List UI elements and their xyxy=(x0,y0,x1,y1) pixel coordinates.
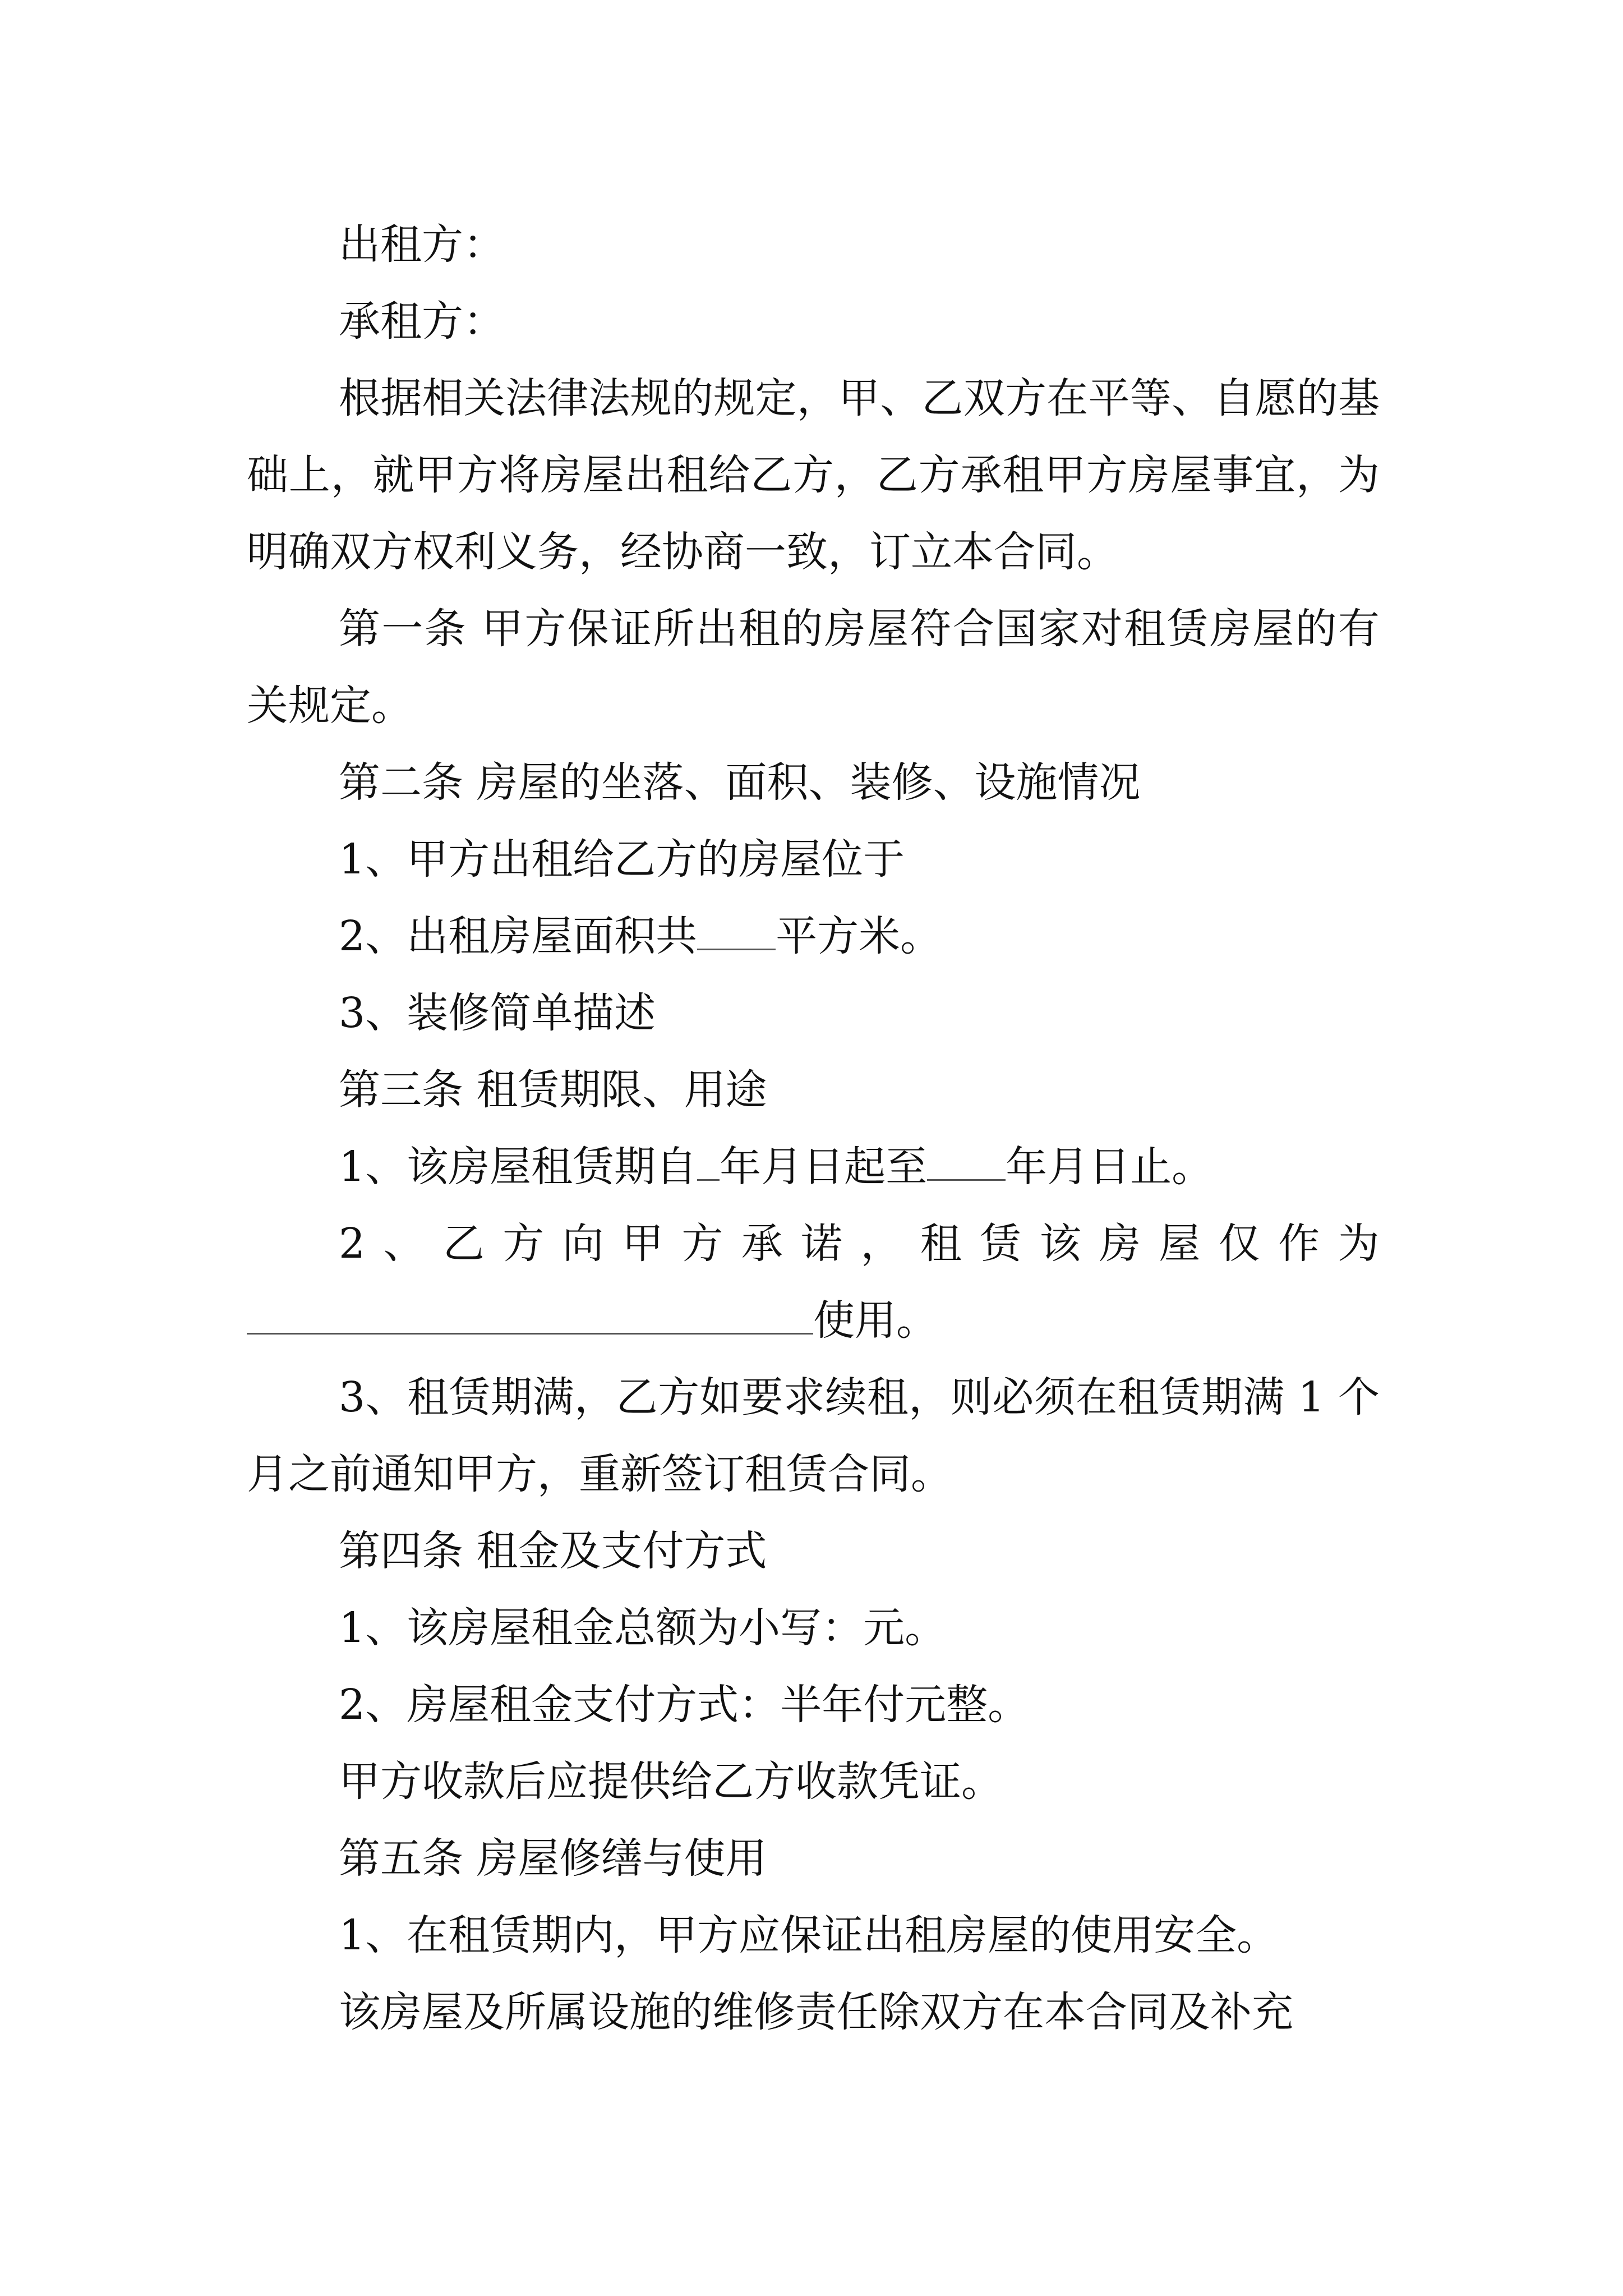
article-3-item-1 xyxy=(247,1129,1380,1205)
article-2-item-3: 3、装修简单描述 xyxy=(339,989,656,1037)
article-2-item-2-text-a: 2、出租房屋面积共 xyxy=(339,912,698,960)
article-3-item-2-text-b: 使用。 xyxy=(813,1296,938,1345)
lessor-line xyxy=(247,206,1380,283)
article-3-item-3: 3、租赁期满，乙方如要求续租，则必须在租赁期满 1 个月之前通知甲方，重新签订租赁合同。 xyxy=(247,1373,1380,1498)
lessee-line xyxy=(247,283,1380,360)
article-3-item-1-text-a: 1、该房屋租赁期自 xyxy=(339,1143,698,1191)
article-2-item-2-text-b: 平方米。 xyxy=(776,912,942,960)
lessee-label: 承租方： xyxy=(339,297,505,346)
article-5-title: 第五条 房屋修缮与使用 xyxy=(339,1834,767,1883)
article-2-title: 第二条 房屋的坐落、面积、装修、设施情况 xyxy=(339,758,1141,807)
purpose-blank xyxy=(247,1294,813,1335)
article-3-title: 第三条 租赁期限、用途 xyxy=(339,1066,767,1114)
article-4-title: 第四条 租金及支付方式 xyxy=(339,1527,767,1575)
article-4-note: 甲方收款后应提供给乙方收款凭证。 xyxy=(339,1757,1003,1806)
article-4-item-2: 2、房屋租金支付方式：半年付元整。 xyxy=(339,1681,1030,1729)
article-3-item-2-continued xyxy=(247,1282,1380,1359)
area-blank xyxy=(697,909,776,950)
article-4-item-1: 1、该房屋租金总额为小写：元。 xyxy=(339,1604,947,1652)
end-date-blank xyxy=(927,1140,1006,1181)
article-2-item-1: 1、甲方出租给乙方的房屋位于 xyxy=(339,835,905,884)
article-3-item-2: 2、乙方向甲方承诺，租赁该房屋仅作为 xyxy=(339,1220,1380,1268)
contract-body xyxy=(247,206,1380,2051)
article-3-item-1-text-b: 年月日起至 xyxy=(720,1143,928,1191)
article-1: 第一条 甲方保证所出租的房屋符合国家对租赁房屋的有关规定。 xyxy=(247,605,1380,730)
article-2-item-2 xyxy=(247,898,1380,975)
lessor-label: 出租方： xyxy=(339,220,505,269)
preamble-paragraph: 根据相关法律法规的规定，甲、乙双方在平等、自愿的基础上，就甲方将房屋出租给乙方，乙方承租甲方房屋事宜，为明确双方权利义务，经协商一致，订立本合同。 xyxy=(247,374,1380,576)
article-5-item-1: 1、在租赁期内，甲方应保证出租房屋的使用安全。 xyxy=(339,1911,1279,1959)
article-3-item-1-text-c: 年月日止。 xyxy=(1006,1143,1214,1191)
article-5-text: 该房屋及所属设施的维修责任除双方在本合同及补充 xyxy=(339,1988,1293,2036)
start-date-blank xyxy=(697,1140,720,1181)
